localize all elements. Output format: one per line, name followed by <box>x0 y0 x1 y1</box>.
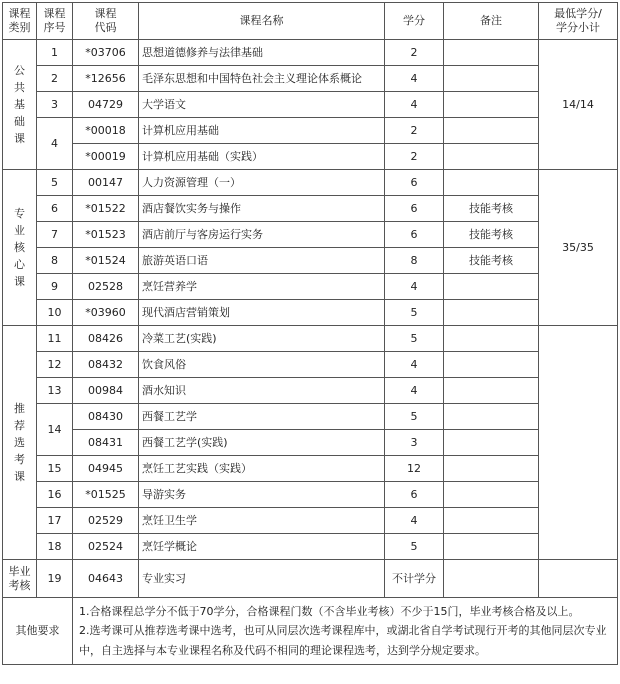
name-cell: 导游实务 <box>139 482 385 508</box>
note-item: 1.合格课程总学分不低于70学分，合格课程门数（不含毕业考核）不少于15门，毕业考核合格及以上。 <box>79 605 580 618</box>
remark-cell <box>444 40 539 66</box>
table-row <box>3 404 618 430</box>
table-row <box>3 326 618 352</box>
name-cell: 旅游英语口语 <box>139 248 385 274</box>
name-cell: 西餐工艺学(实践) <box>139 430 385 456</box>
credit-cell: 5 <box>385 300 444 326</box>
code-cell: 04643 <box>73 560 139 598</box>
code-cell: 02528 <box>73 274 139 300</box>
category-graduation: 毕业 考核 <box>3 560 37 598</box>
table-row <box>3 430 618 456</box>
remark-cell <box>444 300 539 326</box>
name-cell: 酒水知识 <box>139 378 385 404</box>
code-cell: *00018 <box>73 118 139 144</box>
credit-cell: 12 <box>385 456 444 482</box>
table-row <box>3 92 618 118</box>
name-cell: 思想道德修养与法律基础 <box>139 40 385 66</box>
seq-cell: 9 <box>37 274 73 300</box>
seq-cell: 10 <box>37 300 73 326</box>
name-cell: 酒店前厅与客房运行实务 <box>139 222 385 248</box>
table-row <box>3 222 618 248</box>
code-cell: 02524 <box>73 534 139 560</box>
seq-cell: 15 <box>37 456 73 482</box>
credit-cell: 3 <box>385 430 444 456</box>
remark-cell: 技能考核 <box>444 196 539 222</box>
code-cell: 04729 <box>73 92 139 118</box>
seq-cell: 5 <box>37 170 73 196</box>
seq-cell: 19 <box>37 560 73 598</box>
code-cell: *03706 <box>73 40 139 66</box>
credit-cell: 5 <box>385 534 444 560</box>
remark-cell <box>444 274 539 300</box>
name-cell: 西餐工艺学 <box>139 404 385 430</box>
seq-cell: 3 <box>37 92 73 118</box>
remark-cell <box>444 352 539 378</box>
seq-cell: 18 <box>37 534 73 560</box>
name-cell: 烹饪学概论 <box>139 534 385 560</box>
table-row <box>3 508 618 534</box>
subtotal-recommended <box>539 326 618 560</box>
credit-cell: 5 <box>385 326 444 352</box>
table-row <box>3 378 618 404</box>
credit-cell: 8 <box>385 248 444 274</box>
name-cell: 酒店餐饮实务与操作 <box>139 196 385 222</box>
credit-cell: 4 <box>385 378 444 404</box>
remark-cell <box>444 482 539 508</box>
curriculum-table <box>2 2 618 665</box>
table-row <box>3 560 618 598</box>
remark-cell <box>444 326 539 352</box>
remark-cell <box>444 508 539 534</box>
seq-cell: 8 <box>37 248 73 274</box>
code-cell: 00147 <box>73 170 139 196</box>
name-cell: 现代酒店营销策划 <box>139 300 385 326</box>
seq-cell: 1 <box>37 40 73 66</box>
code-cell: *00019 <box>73 144 139 170</box>
remark-cell <box>444 456 539 482</box>
header-seq: 课程 序号 <box>37 3 73 40</box>
credit-cell: 6 <box>385 170 444 196</box>
code-cell: *01522 <box>73 196 139 222</box>
remark-cell <box>444 560 539 598</box>
code-cell: 08430 <box>73 404 139 430</box>
name-cell: 人力资源管理（一） <box>139 170 385 196</box>
code-cell: *01523 <box>73 222 139 248</box>
seq-cell: 6 <box>37 196 73 222</box>
remark-cell: 技能考核 <box>444 222 539 248</box>
name-cell: 计算机应用基础 <box>139 118 385 144</box>
remark-cell <box>444 66 539 92</box>
table-row <box>3 40 618 66</box>
remark-cell <box>444 378 539 404</box>
remark-cell <box>444 534 539 560</box>
credit-cell: 6 <box>385 482 444 508</box>
code-cell: 02529 <box>73 508 139 534</box>
table-row <box>3 196 618 222</box>
credit-cell: 6 <box>385 196 444 222</box>
credit-cell: 2 <box>385 118 444 144</box>
table-row <box>3 170 618 196</box>
category-public: 公 共 基 础 课 <box>3 40 37 170</box>
table-row <box>3 248 618 274</box>
seq-cell: 12 <box>37 352 73 378</box>
remark-cell <box>444 92 539 118</box>
note-item: 2.选考课可从推荐选考课中选考，也可从同层次选考课程库中，或湖北省自学考试现行开考的其他同层次专业中，自主选择与本专业课程名称及代码不相同的理论课程选考，达到学分规定要求。 <box>79 624 607 657</box>
table-row <box>3 300 618 326</box>
seq-cell: 2 <box>37 66 73 92</box>
category-recommended: 推 荐 选 考 课 <box>3 326 37 560</box>
table-row <box>3 144 618 170</box>
category-core: 专 业 核 心 课 <box>3 170 37 326</box>
name-cell: 专业实习 <box>139 560 385 598</box>
code-cell: 08432 <box>73 352 139 378</box>
credit-cell: 不计学分 <box>385 560 444 598</box>
seq-cell: 4 <box>37 118 73 170</box>
remark-cell <box>444 144 539 170</box>
remark-cell <box>444 118 539 144</box>
code-cell: 08426 <box>73 326 139 352</box>
table-row <box>3 456 618 482</box>
header-remark: 备注 <box>444 3 539 40</box>
header-name: 课程名称 <box>139 3 385 40</box>
credit-cell: 4 <box>385 508 444 534</box>
credit-cell: 4 <box>385 92 444 118</box>
code-cell: *01524 <box>73 248 139 274</box>
seq-cell: 16 <box>37 482 73 508</box>
table-row <box>3 66 618 92</box>
code-cell: *01525 <box>73 482 139 508</box>
credit-cell: 6 <box>385 222 444 248</box>
table-row <box>3 534 618 560</box>
code-cell: 08431 <box>73 430 139 456</box>
name-cell: 毛泽东思想和中国特色社会主义理论体系概论 <box>139 66 385 92</box>
code-cell: *03960 <box>73 300 139 326</box>
header-credit: 学分 <box>385 3 444 40</box>
name-cell: 大学语文 <box>139 92 385 118</box>
name-cell: 冷菜工艺(实践) <box>139 326 385 352</box>
header-category: 课程 类别 <box>3 3 37 40</box>
other-requirements-row <box>3 598 618 665</box>
header-code: 课程 代码 <box>73 3 139 40</box>
table-row <box>3 482 618 508</box>
table-row <box>3 274 618 300</box>
code-cell: 00984 <box>73 378 139 404</box>
subtotal-public: 14/14 <box>539 40 618 170</box>
subtotal-core: 35/35 <box>539 170 618 326</box>
seq-cell: 11 <box>37 326 73 352</box>
remark-cell <box>444 170 539 196</box>
remark-cell <box>444 430 539 456</box>
credit-cell: 4 <box>385 274 444 300</box>
credit-cell: 5 <box>385 404 444 430</box>
seq-cell: 13 <box>37 378 73 404</box>
table-row <box>3 352 618 378</box>
remark-cell: 技能考核 <box>444 248 539 274</box>
code-cell: 04945 <box>73 456 139 482</box>
seq-cell: 14 <box>37 404 73 456</box>
credit-cell: 4 <box>385 66 444 92</box>
name-cell: 烹饪营养学 <box>139 274 385 300</box>
name-cell: 饮食风俗 <box>139 352 385 378</box>
header-row <box>3 3 618 40</box>
name-cell: 烹饪工艺实践（实践） <box>139 456 385 482</box>
other-requirements-notes <box>73 598 618 665</box>
subtotal-graduation <box>539 560 618 598</box>
credit-cell: 2 <box>385 144 444 170</box>
credit-cell: 2 <box>385 40 444 66</box>
name-cell: 计算机应用基础（实践） <box>139 144 385 170</box>
seq-cell: 7 <box>37 222 73 248</box>
table-row <box>3 118 618 144</box>
seq-cell: 17 <box>37 508 73 534</box>
remark-cell <box>444 404 539 430</box>
header-min-credit: 最低学分/ 学分小计 <box>539 3 618 40</box>
name-cell: 烹饪卫生学 <box>139 508 385 534</box>
credit-cell: 4 <box>385 352 444 378</box>
other-requirements-label: 其他要求 <box>3 598 73 665</box>
code-cell: *12656 <box>73 66 139 92</box>
